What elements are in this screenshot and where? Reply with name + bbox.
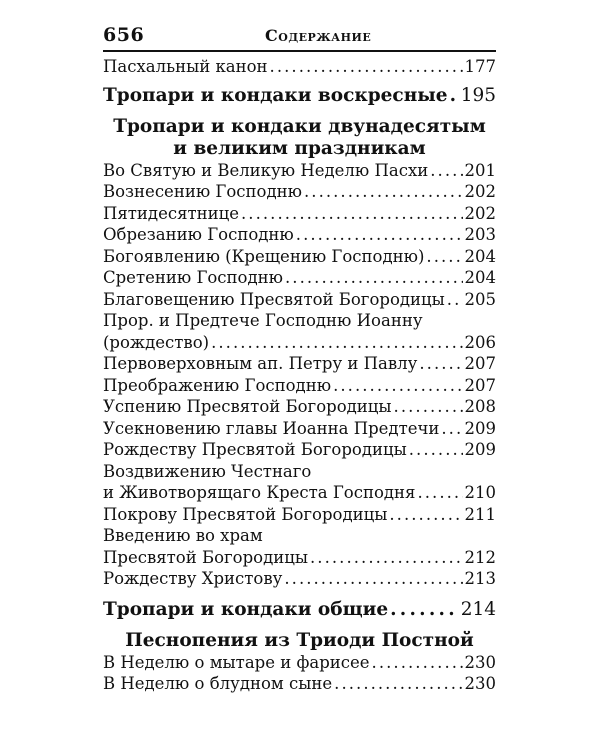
toc-entry-title: Покрову Пресвятой Богородицы	[103, 504, 388, 524]
toc-entry-title: Введению во храм	[103, 526, 263, 545]
toc-leader-dots	[241, 203, 463, 225]
toc-entry-title: Пятидесятнице	[103, 203, 239, 223]
toc-entry-page: 203	[464, 225, 496, 244]
toc-leader-dots	[430, 160, 462, 182]
toc-leader-dots	[296, 224, 463, 246]
toc-leader-dots	[285, 267, 462, 289]
toc-entry-title: Обрезанию Господню	[103, 225, 294, 244]
toc-entry-title: В Неделю о мытаре и фарисее	[103, 652, 370, 672]
toc-entry-title: Рождеству Христову	[103, 569, 283, 588]
toc-entry	[103, 332, 496, 354]
toc-entry-title: Вознесению Господню	[103, 182, 302, 201]
toc-entry-title: Пасхальный канон	[103, 57, 268, 76]
toc-entry-title: Сретению Господню	[103, 268, 284, 287]
toc-entry-page: 205	[464, 289, 496, 309]
toc-entry	[103, 203, 496, 225]
toc-entry	[103, 181, 496, 203]
page-header	[103, 24, 496, 50]
toc-entry-title: Усекновению главы Иоанна Предтечи	[103, 418, 440, 438]
toc-leader-dots	[417, 482, 462, 504]
toc-entry-page: 209	[464, 418, 496, 438]
toc-leader-dots	[211, 332, 462, 354]
toc-entry-title: Благовещению Пресвятой Богородицы	[103, 289, 445, 309]
toc-entry-title-cont: (рождество)	[103, 332, 210, 352]
toc-section-entry	[103, 84, 496, 108]
toc-leader-dots	[304, 181, 463, 203]
toc-leader-dots	[426, 246, 462, 268]
toc-entry-page: 206	[464, 332, 496, 352]
toc-section-page: 214	[460, 598, 496, 620]
toc-entry-title: Успению Пресвятой Богородицы	[103, 397, 392, 416]
toc-entry-page: 202	[464, 182, 496, 201]
header-rule	[103, 50, 496, 52]
section-heading	[103, 116, 496, 160]
toc-leader-dots	[409, 439, 463, 461]
toc-entry	[103, 289, 496, 311]
toc-leader-dots	[372, 652, 463, 674]
toc-leader-dots	[333, 375, 462, 397]
toc-entry	[103, 375, 496, 397]
toc-entry-page: 204	[464, 246, 496, 266]
toc-entry-page: 210	[464, 483, 496, 502]
toc-leader-dots	[270, 56, 463, 78]
toc-leader-dots	[450, 84, 459, 108]
page-number: 656	[103, 24, 145, 46]
toc-entry	[103, 56, 496, 78]
toc-entry-page: 230	[464, 674, 496, 693]
toc-entry-title: Преображению Господню	[103, 375, 332, 395]
toc-section-entry	[103, 598, 496, 622]
toc-entry	[103, 504, 496, 526]
toc-entry	[103, 547, 496, 569]
toc-leader-dots	[394, 396, 463, 418]
toc-leader-dots	[390, 598, 459, 622]
toc-entry	[103, 224, 496, 246]
toc-entry-page: 201	[464, 160, 496, 180]
toc-leader-dots	[310, 547, 463, 569]
toc-leader-dots	[284, 568, 462, 590]
toc-section-title: Тропари и кондаки воскресные	[103, 84, 448, 106]
toc-entry-page: 207	[464, 354, 496, 373]
toc-entry-page: 207	[464, 375, 496, 395]
toc-entry	[103, 673, 496, 695]
toc-leader-dots	[441, 418, 462, 440]
toc-entry-title-cont: Пресвятой Богородицы	[103, 547, 308, 567]
toc-entry-title: Прор. и Предтече Господню Иоанну	[103, 311, 423, 330]
toc-entry	[103, 160, 496, 182]
section-heading-line: Тропари и кондаки двунадесятым	[113, 115, 486, 137]
toc-entry-page: 209	[464, 440, 496, 459]
toc-section-title: Тропари и кондаки общие	[103, 598, 389, 620]
toc-entry-title: Воздвижению Честнаго	[103, 461, 312, 481]
toc-entry-title-cont: и Животворящаго Креста Господня	[103, 483, 416, 502]
toc-entry	[103, 568, 496, 590]
toc-leader-dots	[419, 353, 462, 375]
section-heading-line: и великим праздникам	[173, 137, 426, 159]
toc-entry	[103, 246, 496, 268]
toc-list	[103, 56, 496, 695]
toc-leader-dots	[447, 289, 463, 311]
toc-entry	[103, 439, 496, 461]
toc-entry-page: 202	[464, 203, 496, 223]
toc-page	[103, 24, 496, 695]
toc-entry	[103, 353, 496, 375]
toc-entry	[103, 652, 496, 674]
toc-section-page: 195	[460, 84, 496, 106]
section-heading: Песнопения из Триоди Постной	[125, 629, 474, 651]
toc-entry-page: 211	[464, 504, 496, 524]
toc-leader-dots	[389, 504, 462, 526]
toc-entry-page: 212	[464, 547, 496, 567]
toc-entry	[103, 396, 496, 418]
toc-entry	[103, 267, 496, 289]
toc-entry	[103, 482, 496, 504]
toc-entry	[103, 418, 496, 440]
toc-entry-title: Первоверховным ап. Петру и Павлу	[103, 354, 418, 373]
toc-entry-page: 177	[464, 57, 496, 76]
toc-entry-title: Богоявлению (Крещению Господню)	[103, 246, 425, 266]
toc-entry-title: В Неделю о блудном сыне	[103, 674, 333, 693]
toc-entry-page: 213	[464, 569, 496, 588]
toc-entry-title: Во Святую и Великую Неделю Пасхи	[103, 160, 429, 180]
toc-leader-dots	[334, 673, 462, 695]
toc-entry-page: 230	[464, 652, 496, 672]
toc-entry-page: 204	[464, 268, 496, 287]
running-title: Содержание	[265, 26, 372, 45]
toc-entry-page: 208	[464, 397, 496, 416]
toc-entry-title: Рождеству Пресвятой Богородицы	[103, 440, 407, 459]
